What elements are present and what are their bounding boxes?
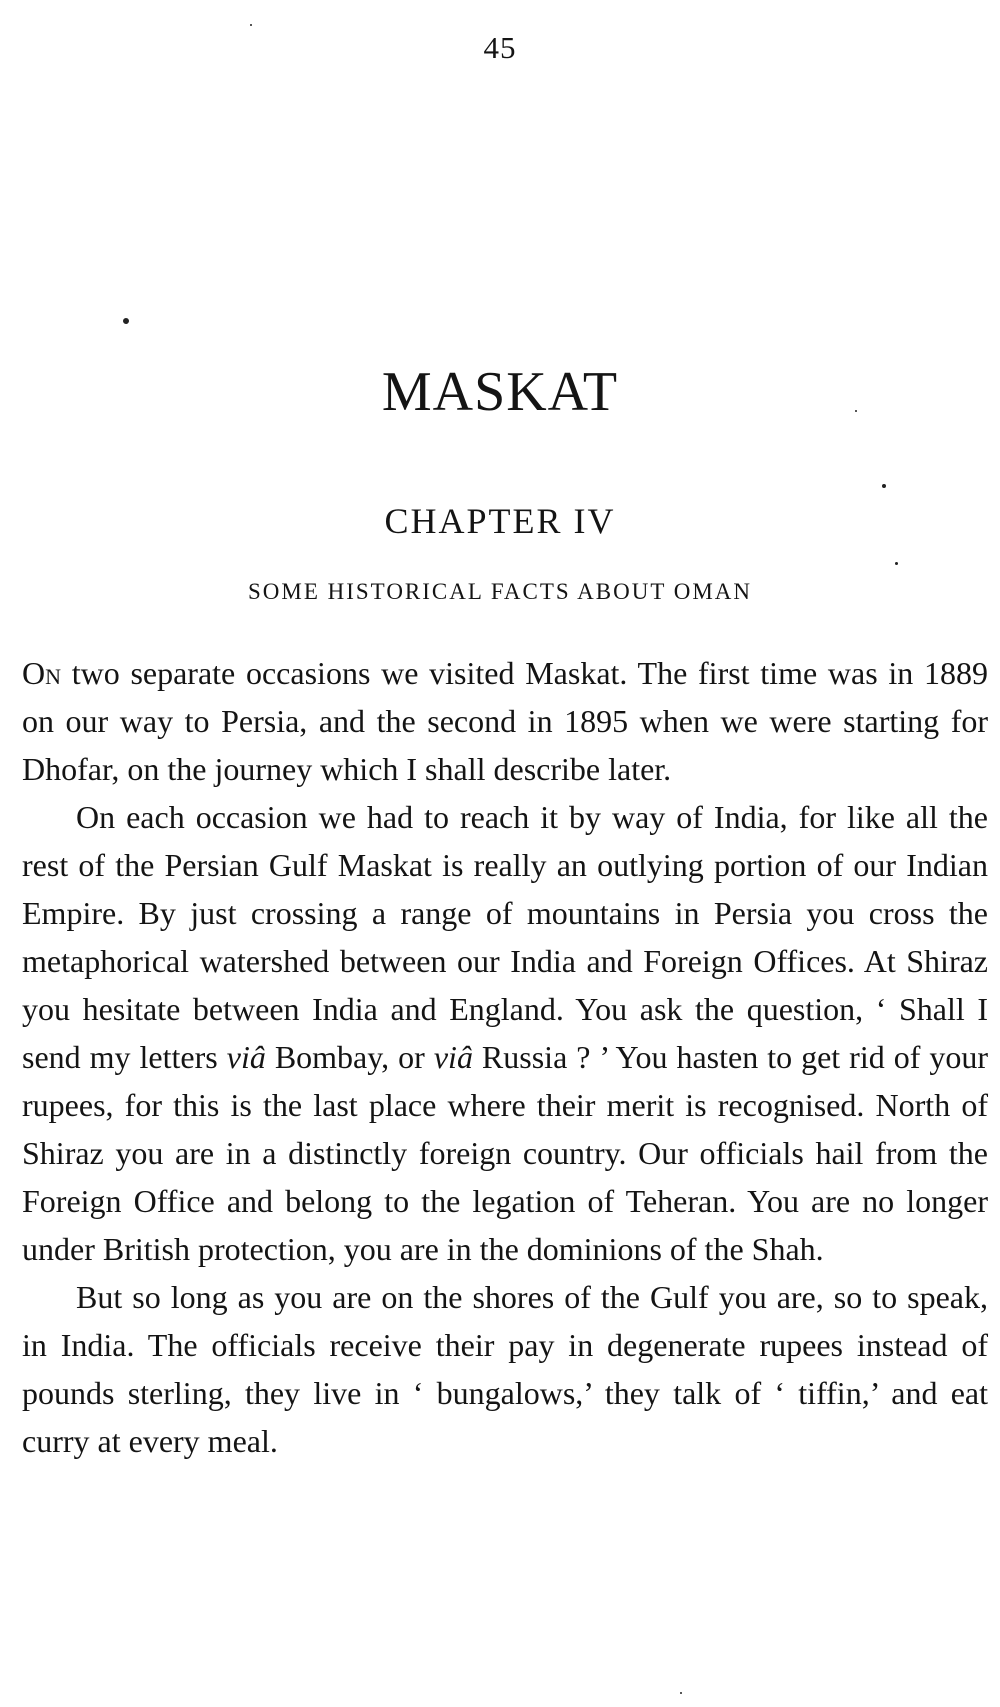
scan-speck <box>250 24 252 26</box>
scan-speck <box>895 562 898 565</box>
scan-speck <box>855 410 857 412</box>
paragraph-2-text-a: On each occasion we had to reach it by way of India, for like all the rest of the Persian Gulf Maskat is really an outlying portion of our Indian Empire. By just crossing a range of mountains in Persia you cross the metaphorical watershed between our India and Foreign Offices. At Shiraz you hesitate between India and England. You ask the question, ‘ Shall I send my letters <box>22 799 988 1075</box>
paragraph-3-text: But so long as you are on the shores of the Gulf you are, so to speak, in India. The officials receive their pay in degenerate rupees instead of pounds sterling, they live in ‘ bungalows,’ they talk of ‘ tiffin,’ and eat curry at every meal. <box>22 1279 988 1459</box>
italic-via-2: viâ <box>433 1039 473 1075</box>
italic-via-1: viâ <box>226 1039 266 1075</box>
scan-speck <box>680 1692 682 1694</box>
scan-speck <box>882 484 886 488</box>
paragraph-1-text: two separate occasions we visited Maskat. The first time was in 1889 on our way to Persia, and the second in 1895 when we were starting for Dhofar, on the journey which I shall describe later. <box>22 655 988 787</box>
book-title: MASKAT <box>381 361 619 423</box>
chapter-title: SOME HISTORICAL FACTS ABOUT OMAN <box>247 579 753 604</box>
chapter-body <box>22 649 988 1465</box>
paragraph-3 <box>22 1273 988 1465</box>
chapter-number: CHAPTER IV <box>384 501 616 541</box>
paragraph-lead-word: On <box>22 655 61 691</box>
paragraph-2-text-b: Bombay, or <box>265 1039 434 1075</box>
page-number: 45 <box>483 30 517 65</box>
scan-speck <box>123 318 129 324</box>
paragraph-1 <box>22 649 988 793</box>
paragraph-2 <box>22 793 988 1273</box>
paragraph-2-text-c: Russia ? ’ You hasten to get rid of your rupees, for this is the last place where their merit is recognised. North of Shiraz you are in a distinctly foreign country. Our officials hail from the Foreign Office and belong to the legation of Teheran. You are no longer under British protection, you are in the dominions of the Shah. <box>22 1039 989 1267</box>
